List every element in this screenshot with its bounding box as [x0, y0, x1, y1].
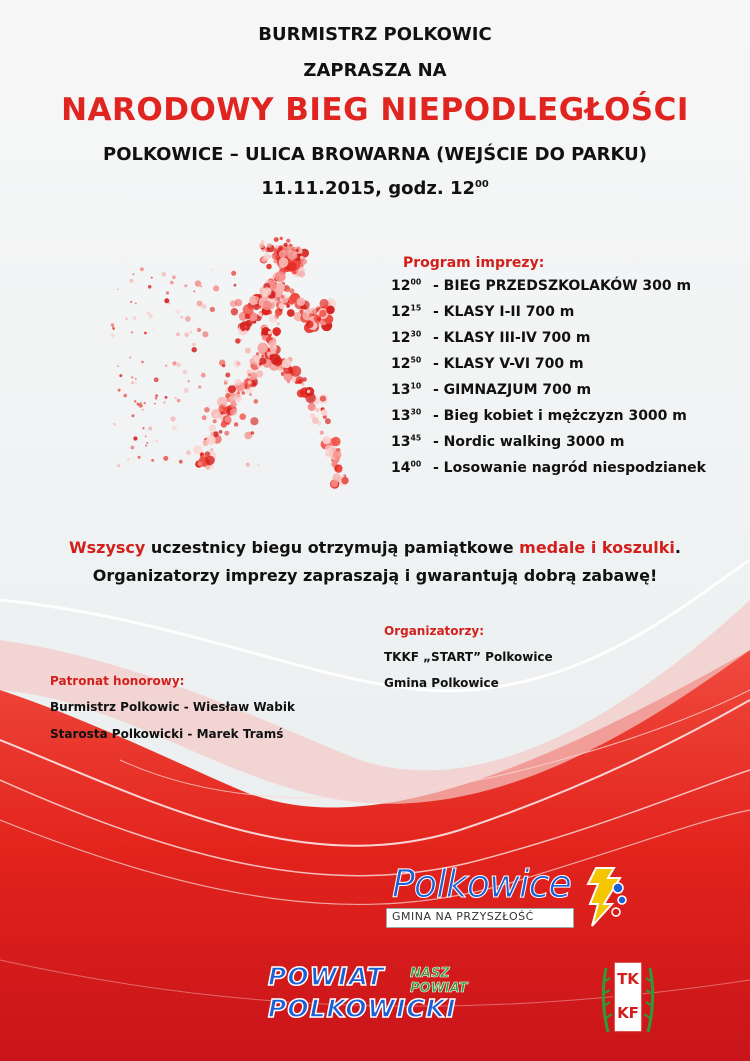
gmina-emblem-icon [582, 864, 630, 928]
event-date [0, 178, 750, 199]
program-title: Program imprezy: [403, 255, 545, 271]
message-line-2: Organizatorzy imprezy zapraszają i gwarantują dobrą zabawę! [92, 566, 658, 585]
program-item: $13^{10}$ - GIMNAZJUM 700 m [391, 381, 592, 398]
event-date-text: 11.11.2015, godz. 12 [261, 178, 475, 199]
program-item: $12^{00}$ - BIEG PRZEDSZKOLAKÓW 300 m [391, 277, 692, 294]
gmina-logo-tagline: GMINA NA PRZYSZŁOŚĆ [392, 910, 534, 923]
tkkf-logo-top: TK [617, 970, 639, 988]
powiat-logo-line2: POLKOWICKI [268, 994, 457, 1023]
powiat-logo-line1: POWIAT [268, 962, 385, 991]
runner-illustration-icon [110, 228, 380, 518]
event-title: NARODOWY BIEG NIEPODLEGŁOŚCI [61, 92, 689, 128]
patron-item: Burmistrz Polkowic - Wiesław Wabik [50, 700, 295, 714]
patron-item: Starosta Polkowicki - Marek Tramś [50, 727, 284, 741]
program-item: $13^{30}$ - Bieg kobiet i mężczyzn 3000 m [391, 407, 687, 424]
gmina-polkowice-logo [386, 862, 636, 930]
program-item: $14^{00}$ - Losowanie nagród niespodzianek [391, 459, 706, 476]
powiat-logo-tag1: NASZ [410, 966, 450, 981]
event-location: POLKOWICE – ULICA BROWARNA (WEJŚCIE DO PARKU) [103, 144, 647, 165]
organizer-item: Gmina Polkowice [384, 676, 499, 690]
header-line-2: ZAPRASZA NA [303, 60, 447, 81]
program-item: $12^{15}$ - KLASY I-II 700 m [391, 303, 575, 320]
program-item: $12^{50}$ - KLASY V-VI 700 m [391, 355, 584, 372]
tkkf-logo-bottom: KF [617, 1004, 639, 1022]
gmina-logo-name: Polkowice [392, 862, 571, 906]
program-item: $12^{30}$ - KLASY III-IV 700 m [391, 329, 591, 346]
powiat-polkowicki-logo [266, 960, 486, 1030]
organizer-item: TKKF „START” Polkowice [384, 650, 553, 664]
message-line-1: Wszyscy uczestnicy biegu otrzymują pamiątkowe medale i koszulki. [68, 538, 681, 557]
program-item: $13^{45}$ - Nordic walking 3000 m [391, 433, 625, 450]
tkkf-logo [600, 958, 656, 1036]
patronage-title: Patronat honorowy: [50, 674, 185, 688]
header-line-1: BURMISTRZ POLKOWIC [258, 24, 492, 45]
event-date-minutes: 00 [475, 179, 489, 191]
powiat-logo-tag2: POWIAT [410, 981, 468, 996]
organizers-title: Organizatorzy: [384, 624, 485, 638]
